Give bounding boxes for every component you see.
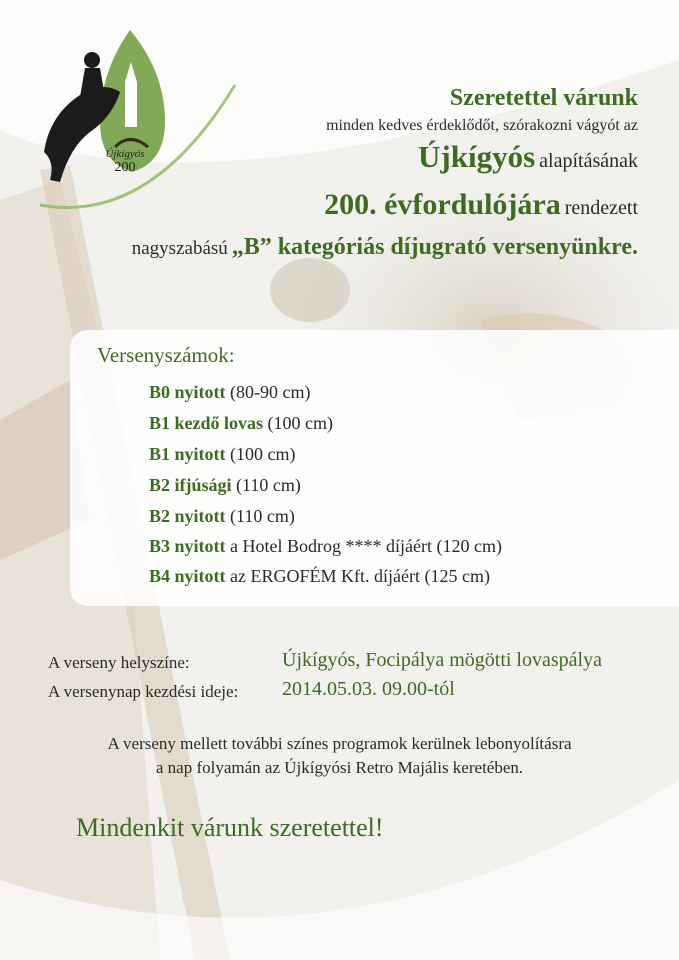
event-item	[149, 413, 333, 434]
event-details: (100 cm)	[267, 413, 333, 433]
header-competition-line	[132, 234, 638, 261]
logo-text-200: 200	[114, 160, 136, 175]
event-item	[149, 566, 490, 587]
venue-value: Újkígyós, Focipálya mögötti lovaspálya	[282, 649, 602, 671]
header-category: „B” kategóriás díjugrató versenyünkre.	[231, 234, 638, 260]
event-name: B2 nyitott	[149, 506, 226, 526]
closing-message: Mindenkit várunk szeretettel!	[76, 813, 384, 842]
header-event-line	[324, 188, 638, 222]
header-large-scale: nagyszabású	[131, 238, 228, 259]
header-organized: rendezett	[564, 197, 638, 219]
event-name: B0 nyitott	[149, 382, 226, 402]
header-invitation: minden kedves érdeklődőt, szórakozni vágyót az	[326, 117, 638, 134]
header-town-name: Újkígyós	[418, 139, 536, 174]
start-value: 2014.05.03. 09.00-tól	[282, 678, 455, 700]
start-label: A versenynap kezdési ideje:	[48, 682, 239, 701]
event-details: a Hotel Bodrog **** díjáért (120 cm)	[230, 536, 502, 556]
event-item	[149, 506, 295, 527]
event-item	[149, 536, 502, 557]
events-panel	[70, 330, 679, 606]
program-note-line2: a nap folyamán az Újkígyósi Retro Majális keretében.	[155, 758, 524, 777]
event-item	[149, 382, 310, 403]
header-anniversary-line	[418, 139, 638, 175]
event-details: (110 cm)	[230, 506, 295, 526]
event-details: az ERGOFÉM Kft. díjáért (125 cm)	[230, 566, 490, 586]
event-name: B1 kezdő lovas	[149, 413, 264, 433]
header-founding-text: alapításának	[539, 150, 638, 172]
header-anniversary: 200. évfordulójára	[324, 188, 561, 221]
event-name: B1 nyitott	[149, 444, 226, 464]
program-note-line1: A verseny mellett további színes programok kerülnek lebonyolításra	[107, 734, 572, 753]
event-name: B2 ifjúsági	[149, 475, 232, 495]
logo-text-town: Újkígyós	[105, 148, 145, 160]
venue-label: A verseny helyszíne:	[48, 653, 190, 672]
event-item	[149, 475, 301, 496]
events-title: Versenyszámok:	[97, 343, 235, 367]
header-greeting: Szeretettel várunk	[449, 85, 638, 111]
event-item	[149, 444, 295, 465]
event-details: (100 cm)	[230, 444, 296, 464]
event-name: B4 nyitott	[149, 566, 226, 586]
event-details: (110 cm)	[236, 475, 301, 495]
event-name: B3 nyitott	[149, 536, 226, 556]
event-details: (80-90 cm)	[230, 382, 311, 402]
